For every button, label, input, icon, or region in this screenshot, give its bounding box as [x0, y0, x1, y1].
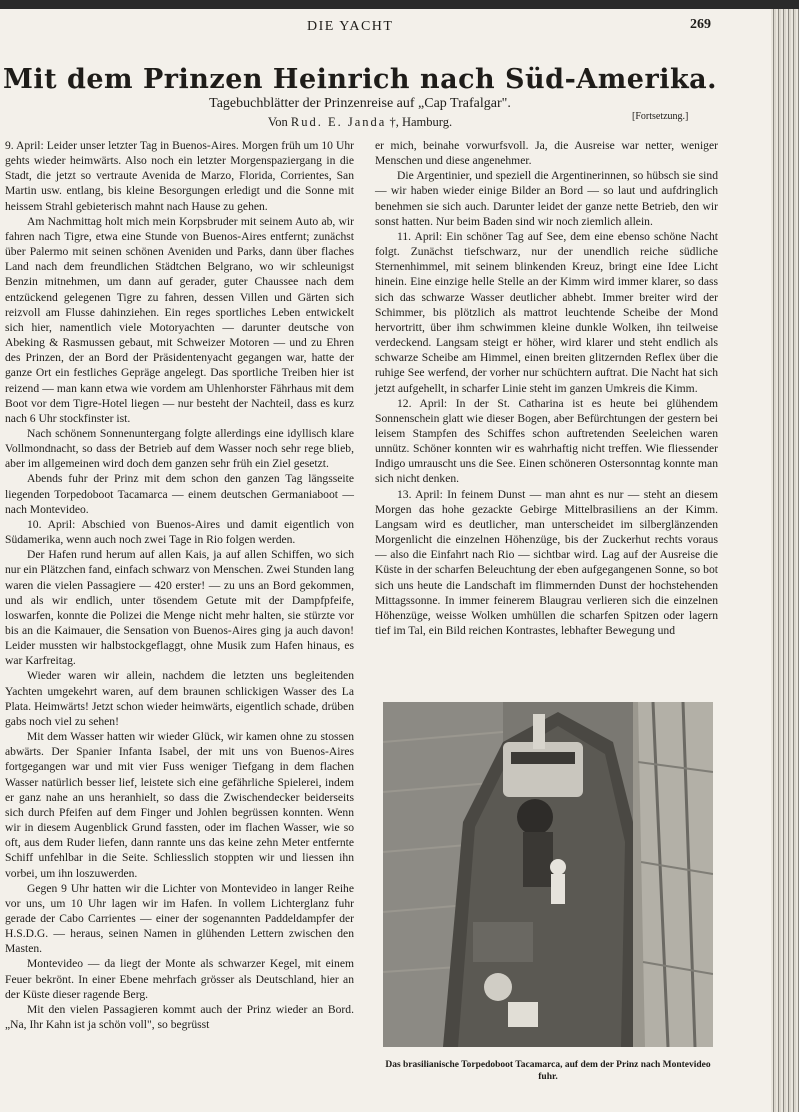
paragraph: Abends fuhr der Prinz mit dem schon den ganzen Tag längsseite liegenden Torpedoboot Tacamarca — einem deutschen Germaniaboot — nach Montevideo. [5, 472, 354, 516]
article-subtitle: Tagebuchblätter der Prinzenreise auf „Cap Trafalgar". [209, 96, 511, 111]
paragraph: Mit den vielen Passagieren kommt auch der Prinz wieder an Bord. „Na, Ihr Kahn ist ja schön voll", so begrüsst [5, 1002, 354, 1032]
paragraph: 13. April: In feinem Dunst — man ahnt es nur — steht an diesem Morgen das hohe gezackte Gebirge Mittelbrasiliens an der Kimm. Langsam wird es deutlicher, man unterscheidet im silberglänzenden Morgenlicht die einzelnen Höhenzüge, bis der Zuckerhut rechts voraus — also die Einfahrt nach Rio — sichtbar wird. Lag auf der Ausreise die Küste in der scharfen Beleuchtung der eben aufgegangenen Sonne, so bot sich uns heute die Landschaft im flimmernden Dunst der hochstehenden Mittagssonne. In immer feinerem Blaugrau verlieren sich die einzelnen Höhenzüge, weisse Wolken umhüllen die scharfen Spitzen oder lagern tief im Tal, ein Bild reichen Kontrastes, lebhafter Bewegung und [375, 487, 718, 637]
paragraph: 10. April: Abschied von Buenos-Aires und damit eigentlich von Südamerika, wenn auch noch zwei Tage in Rio folgen werden. [5, 517, 354, 547]
paragraph: Nach schönem Sonnenuntergang folgte allerdings eine idyllisch klare Vollmondnacht, so dass der Betrieb auf dem Wasser noch sehr rege blieb, aber im allgemeinen wird doch dem ganzen sehr früh ein Ziel gesetzt. [5, 426, 354, 471]
paragraph: Mit dem Wasser hatten wir wieder Glück, wir kamen ohne zu stossen abwärts. Der Spanier Infanta Isabel, der mit uns von Buenos-Aires fortgegangen war und mit vier Fuss weniger Tiefgang in dem flachen Wasser natürlich besser lief, leistete sich eine gefährliche Spielerei, indem er ganz nahe an uns heranhielt, so dass die Zwischendecker beiderseits sich durch Pfeifen auf dem Finger und Johlen begrüssen konnten. Wenn wir in diesem Augenblick Grund fassten, oder im flachen Wasser, wie so oft, aus dem Ruder liefen, dann rannte uns das keine zehn Meter entfernte Schiff unfehlbar in die Seite. Schliesslich stoppten wir und liessen ihn vorbei, um ihn loszuwerden. [5, 730, 354, 880]
paragraph: 11. April: Ein schöner Tag auf See, dem eine ebenso schöne Nacht folgt. Zunächst tiefschwarz, nur der unendlich reiche südliche Sternenhimmel, mit seinem blinkenden Kreuz, bringt eine Idee Licht hinein. Eine einzige helle Stelle an der Kimm wird immer klarer, so dass sich das schwarze Wasser deutlicher abhebt. Immer breiter wird der Schimmer, bis plötzlich als mattrot leuchtende Scheibe der Mond hervortritt, über ihm schwimmen kleine dunkle Wolken, ihn teilweise verdeckend. Langsam steigt er höher, wird klarer und steht endlich als schwarze Scheibe am Himmel, einen breiten glitzernden Reflex über die ruhige See werfend, der vorher nur schüchtern auftrat. Die Nacht hat sich jetzt aufgehellt, in scharfer Linie steht im ganzen Umkreis die Kimm. [375, 229, 718, 395]
article-title: Mit dem Prinzen Heinrich nach Süd-Amerika. [2, 64, 718, 95]
paragraph: 12. April: In der St. Catharina ist es heute bei glühendem Sonnenschein glatt wie dieser Bogen, aber Befürchtungen der gestern bei leisem Stampfen des Schiffes schon auftretenden Seeleichen waren unnütz. Schöner konnten wir es wahrhaftig nicht treffen. Wie fliessender Indigo umrauscht uns die See. Einen schöneren Ostersonntag konnte man sich nicht denken. [375, 396, 718, 486]
paragraph: Gegen 9 Uhr hatten wir die Lichter von Montevideo in langer Reihe vor uns, um 10 Uhr lagen wir im Hafen. In vollem Lichterglanz fuhr gerade der Cabo Carrientes — einer der sogenannten Paddeldampfer der H.S.D.G. — heraus, seinen Namen in glühenden Lettern zwischen den Masten. [5, 881, 354, 956]
photo-illustration [383, 702, 713, 1047]
right-column [375, 138, 718, 638]
paragraph: er mich, beinahe vorwurfsvoll. Ja, die Ausreise war netter, weniger Menschen und diese angenehmer. [375, 139, 718, 168]
author-name: Rud. E. Janda [290, 115, 387, 129]
paragraph: Die Argentinier, und speziell die Argentinerinnen, so hübsch sie sind — wir haben wieder einige Bilder an Bord — so laut und aufdringlich benehmen sie sich auch. Darunter leidet der ganze nette Betrieb, den wir sonst hatten. Nur beim Baden sind wir noch ziemlich allein. [375, 169, 718, 228]
magazine-page [0, 9, 771, 1112]
continuation-note: [Fortsetzung.] [632, 111, 689, 122]
book-spine-edge [771, 9, 799, 1112]
paragraph: Der Hafen rund herum auf allen Kais, ja auf allen Schiffen, wo sich nur ein Plätzchen fand, einfach schwarz von Menschen. Zwei Stunden lang waren die vielen Passagiere — 420 erster! — zu uns an Bord gekommen, und als wir endlich, unter tösendem Getute mit der Dampfpfeife, loswarfen, konnte die Polizei die Menge nicht mehr halten, sie stürzte vor bis an die Kaimauer, die Sensation von Buenos-Aires ging ja auch davon! Leider mussten wir halbstockgeflaggt, ohne Musik zum Hafen hinaus, es war Karfreitag. [5, 548, 354, 668]
paragraph: Montevideo — da liegt der Monte als schwarzer Kegel, mit einem Feuer bekrönt. In einer Ebene mehrfach grösser als Deutschland, hier an der Küste dieser ragende Berg. [5, 957, 354, 1001]
paragraph: Wieder waren wir allein, nachdem die letzten uns begleitenden Yachten umgekehrt waren, auf dem braunen schlickigen Wasser des La Plata. Heimwärts! Jetzt schon wieder heimwärts, eigentlich schade, drüben gabs noch viel zu sehen! [5, 669, 354, 728]
paragraph: Am Nachmittag holt mich mein Korpsbruder mit seinem Auto ab, wir fahren nach Tigre, etwa eine Stunde von Buenos-Aires entfernt; zunächst über Palermo mit seinen schönen Aveniden und Parks, dann über flaches Land nach dem freundlichen Städtchen Belgrano, wo wir schleunigst Benzin mitnehmen, um dann auf gerader, guter Chaussee nach dem entzückend gelegenen Tigre zu fahren, dessen Villen und Gärten sich reizvoll am Flusse dahinziehen. Ein reges sportliches Leben entwickelt sich hier, namentlich viele Motoryachten — darunter deutsche von Abeking & Rasmussen gebaut, mit Schweizer Motoren — und zu Ehren des Prinzen, der an Bord der Präsidentenyacht gegangen war, hatte der ganze Ort ein festliches Gepräge angelegt. Das sportliche Treiben hier ist reizend — man kann etwa wie vordem am Uhlenhorster Fährhaus mit dem Boot vor dem Tigre-Hotel liegen — nur besteht der Nachteil, dass es kurz nach 6 Uhr stockfinster ist. [5, 214, 354, 425]
running-head: DIE YACHT [307, 19, 394, 34]
photo-caption: Das brasilianische Torpedoboot Tacamarca, auf dem der Prinz nach Montevideo fuhr. [385, 1060, 711, 1082]
page-number: 269 [690, 17, 711, 32]
byline [0, 115, 720, 130]
byline-prefix: Von [267, 115, 288, 129]
byline-suffix: †, Hamburg. [389, 115, 453, 129]
torpedo-boat-photo [383, 702, 713, 1047]
left-column [5, 138, 354, 1032]
paragraph: 9. April: Leider unser letzter Tag in Buenos-Aires. Morgen früh um 10 Uhr gehts wieder heimwärts. Also noch ein letzter Morgenspaziergang in die Stadt, die jetzt so vertraute Avenida de Marzo, Florida, Corrientes, San Martin usw. entlang, bis kleine Besorgungen erledigt und die Sonne mit heissem Strahl gebieterisch mahnt nach Hause zu gehen. [5, 139, 354, 213]
